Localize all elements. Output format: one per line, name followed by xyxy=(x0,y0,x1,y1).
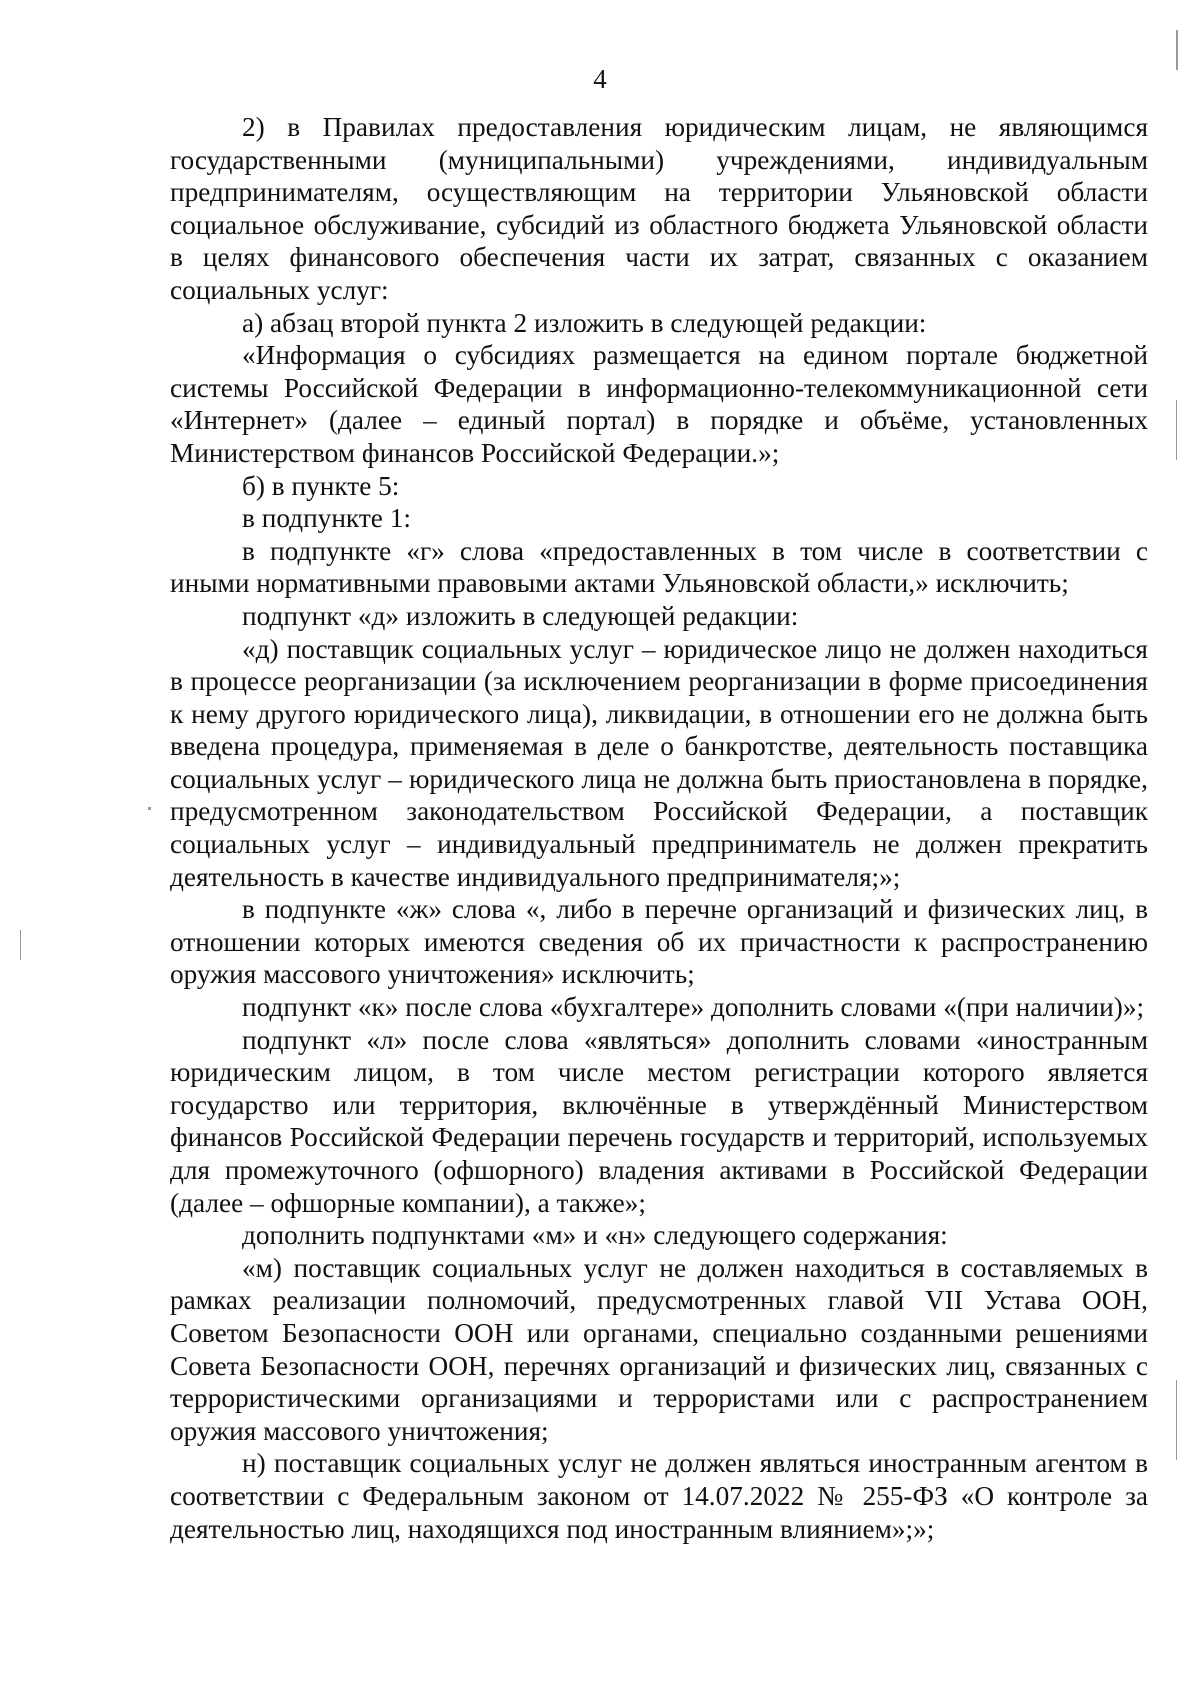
paragraph-quote-n: н) поставщик социальных услуг не должен являться иностранным агентом в соответствии с Федеральным законом от 14.07.2022 № 255-ФЗ «О контроле за деятельностью лиц, находящихся под иностранным влиянием»;»; xyxy=(170,1448,1148,1544)
scan-speck xyxy=(1176,30,1178,70)
paragraph-b: б) в пункте 5: xyxy=(242,470,400,501)
paragraph-add-m-n: дополнить подпунктами «м» и «н» следующего содержания: xyxy=(242,1220,948,1251)
page-number: 4 xyxy=(593,64,607,94)
paragraph-quote-d: «д) поставщик социальных услуг – юридическое лицо не должен находиться в процессе реорганизации (за исключением реорганизации в форме присоединения к нему другого юридического лица), ликвидации, в отношении его не должна быть введена процедура, применяемая в деле о банкротстве, деятельность поставщика социальных услуг – юридического лица не должна быть приостановлена в порядке, предусмотренном законодательством Российской Федерации, а поставщик социальных услуг – индивидуальный предприниматель не должен прекратить деятельность в качестве индивидуального предпринимателя;»; xyxy=(170,633,1148,892)
paragraph-subpoint-1: в подпункте 1: xyxy=(242,503,411,534)
paragraph-a: а) абзац второй пункта 2 изложить в следующей редакции: xyxy=(242,307,927,338)
paragraph-subpoint-l: подпункт «л» после слова «являться» дополнить словами «иностранным юридическим лицом, в том числе местом регистрации которого является государство или территория, включённые в утверждённый Министерством финансов Российской Федерации перечень государств и территорий, используемых для промежуточного (офшорного) владения активами в Российской Федерации (далее – офшорные компании), а также»; xyxy=(170,1024,1148,1218)
paragraph-quote-m: «м) поставщик социальных услуг не должен находиться в составляемых в рамках реализации полномочий, предусмотренных главой VII Устава ООН, Советом Безопасности ООН или органами, специально созданными решениями Совета Безопасности ООН, перечнях организаций и физических лиц, связанных с террористическими организациями и террористами или с распространением оружия массового уничтожения; xyxy=(170,1252,1148,1446)
scan-speck xyxy=(148,807,151,810)
scan-speck xyxy=(1176,1380,1177,1460)
paragraph-quote-info: «Информация о субсидиях размещается на едином портале бюджетной системы Российской Федерации в информационно-телекоммуникационной сети «Интернет» (далее – единый портал) в порядке и объёме, установленных Министерством финансов Российской Федерации.»; xyxy=(170,340,1148,468)
paragraph-subpoint-g: в подпункте «г» слова «предоставленных в том числе в соответствии с иными нормативными правовыми актами Ульяновской области,» исключить; xyxy=(170,535,1148,599)
paragraph-subpoint-zh: в подпункте «ж» слова «, либо в перечне организаций и физических лиц, в отношении которых имеются сведения об их причастности к распространению оружия массового уничтожения» исключить; xyxy=(170,894,1148,990)
paragraph-subpoint-k: подпункт «к» после слова «бухгалтере» дополнить словами «(при наличии)»; xyxy=(242,992,1145,1023)
scan-speck xyxy=(20,930,21,960)
document-body xyxy=(170,111,1148,1545)
paragraph-subpoint-d: подпункт «д» изложить в следующей редакции: xyxy=(242,600,799,631)
scan-speck xyxy=(1176,400,1177,460)
paragraph-intro: 2) в Правилах предоставления юридическим лицам, не являющимся государственными (муниципальными) учреждениями, индивидуальным предпринимателям, осуществляющим на территории Ульяновской области социальное обслуживание, субсидий из областного бюджета Ульяновской области в целях финансового обеспечения части их затрат, связанных с оказанием социальных услуг: xyxy=(170,112,1148,305)
